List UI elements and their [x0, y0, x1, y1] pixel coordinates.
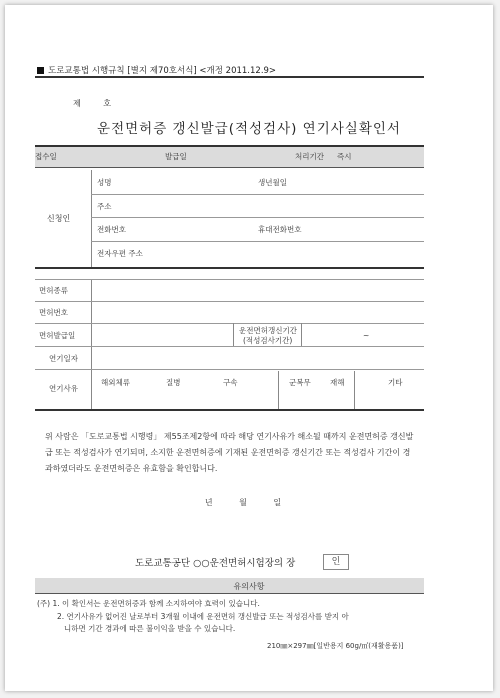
receipt-date-label: 접수일: [35, 152, 57, 161]
receipt-row-rule: [35, 167, 424, 168]
renewal-period-label-1: 운전면허갱신기간: [239, 326, 297, 335]
regulation-text: 도로교통법 시행규칙 [별지 제70호서식] <개정 2011.12.9>: [48, 66, 277, 76]
notes-item-2-line-1: 2. 연기사유가 없어진 날로부터 3개월 이내에 운전면허 갱신발급 또는 적성검사를 받지 아: [57, 612, 349, 621]
renewal-period-separator: ~: [363, 331, 370, 340]
notes-header-rule: [35, 593, 424, 594]
reason-option[interactable]: 기타: [388, 378, 403, 387]
reason-option[interactable]: 질병: [166, 378, 181, 387]
form-title: 운전면허증 갱신발급(적성검사) 연기사실확인서: [97, 121, 401, 137]
applicant-row-rule-3: [91, 241, 424, 242]
regulation-header: [37, 64, 276, 76]
license-number-label: 면허번호: [39, 308, 68, 317]
applicant-bottom-rule: [35, 267, 424, 269]
processing-period-value: 즉시: [337, 152, 352, 161]
renewal-left-divider: [233, 323, 234, 346]
license-bottom-rule: [35, 409, 424, 411]
applicant-birth-label[interactable]: 생년월일: [258, 178, 287, 187]
confirmation-text: 위 사람은 「도로교통법 시행령」 제55조제2항에 따라 해당 연기사유가 해소될 때까지 운전면허증 갱신발급 또는 적성검사가 연기되며, 소지한 운전면허증에 기재된 운전면허증 갱신기간 또는 적성검사 기간이 경과하였더라도 운전면허증은 유효함을 확인합니다.: [45, 432, 414, 473]
applicant-divider: [91, 170, 92, 267]
license-type-label: 면허종류: [39, 286, 68, 295]
renewal-period-label-2: (적성검사기간): [243, 336, 293, 345]
reason-option[interactable]: 군복무: [289, 378, 311, 387]
seal-box: 인: [323, 554, 349, 570]
processing-period-label: 처리기간: [295, 152, 324, 161]
reason-divider: [278, 371, 279, 409]
postpone-date-label: 연기일자: [49, 354, 78, 363]
reason-option[interactable]: 재해: [330, 378, 345, 387]
license-row-rule-1: [35, 301, 424, 302]
square-bullet-icon: [37, 67, 44, 74]
paper-spec: 210㎜×297㎜[일반용지 60g/㎡(재활용품)]: [267, 642, 404, 650]
header-rule: [35, 76, 424, 78]
renewal-right-divider: [301, 323, 302, 346]
postpone-reason-label: 연기사유: [49, 384, 78, 393]
applicant-section-label: 신청인: [47, 214, 71, 223]
applicant-name-label[interactable]: 성명: [97, 178, 112, 187]
receipt-row-bg: [35, 147, 424, 167]
license-row-rule-4: [35, 369, 424, 370]
applicant-address-label[interactable]: 주소: [97, 202, 112, 211]
applicant-row-rule-1: [91, 194, 424, 195]
license-issue-date-label: 면허발급일: [39, 331, 76, 340]
date-line: 년 월 일: [204, 498, 294, 507]
issuer-line: 도로교통공단 ○○운전면허시험장의 장: [135, 558, 296, 569]
notes-title: 유의사항: [233, 582, 265, 591]
applicant-mobile-label[interactable]: 휴대전화번호: [258, 225, 302, 234]
reason-option[interactable]: 구속: [223, 378, 238, 387]
notes-item-1: (주) 1. 이 확인서는 운전면허증과 함께 소지하여야 효력이 있습니다.: [37, 599, 260, 608]
document-number-label: 제 호: [73, 99, 121, 108]
applicant-phone-label[interactable]: 전화번호: [97, 225, 126, 234]
issue-date-label: 발급일: [165, 152, 187, 161]
applicant-row-rule-2: [91, 217, 424, 218]
reason-divider: [354, 371, 355, 409]
form-sheet: [5, 5, 493, 691]
license-top-rule: [35, 279, 424, 280]
notes-item-2-line-2: 니하면 기간 경과에 따른 불이익을 받을 수 있습니다.: [64, 624, 236, 633]
license-row-rule-2: [35, 323, 424, 324]
license-row-rule-3: [35, 346, 424, 347]
license-divider: [91, 279, 92, 409]
applicant-email-label[interactable]: 전자우편 주소: [97, 249, 143, 258]
reason-option[interactable]: 해외체류: [101, 378, 130, 387]
